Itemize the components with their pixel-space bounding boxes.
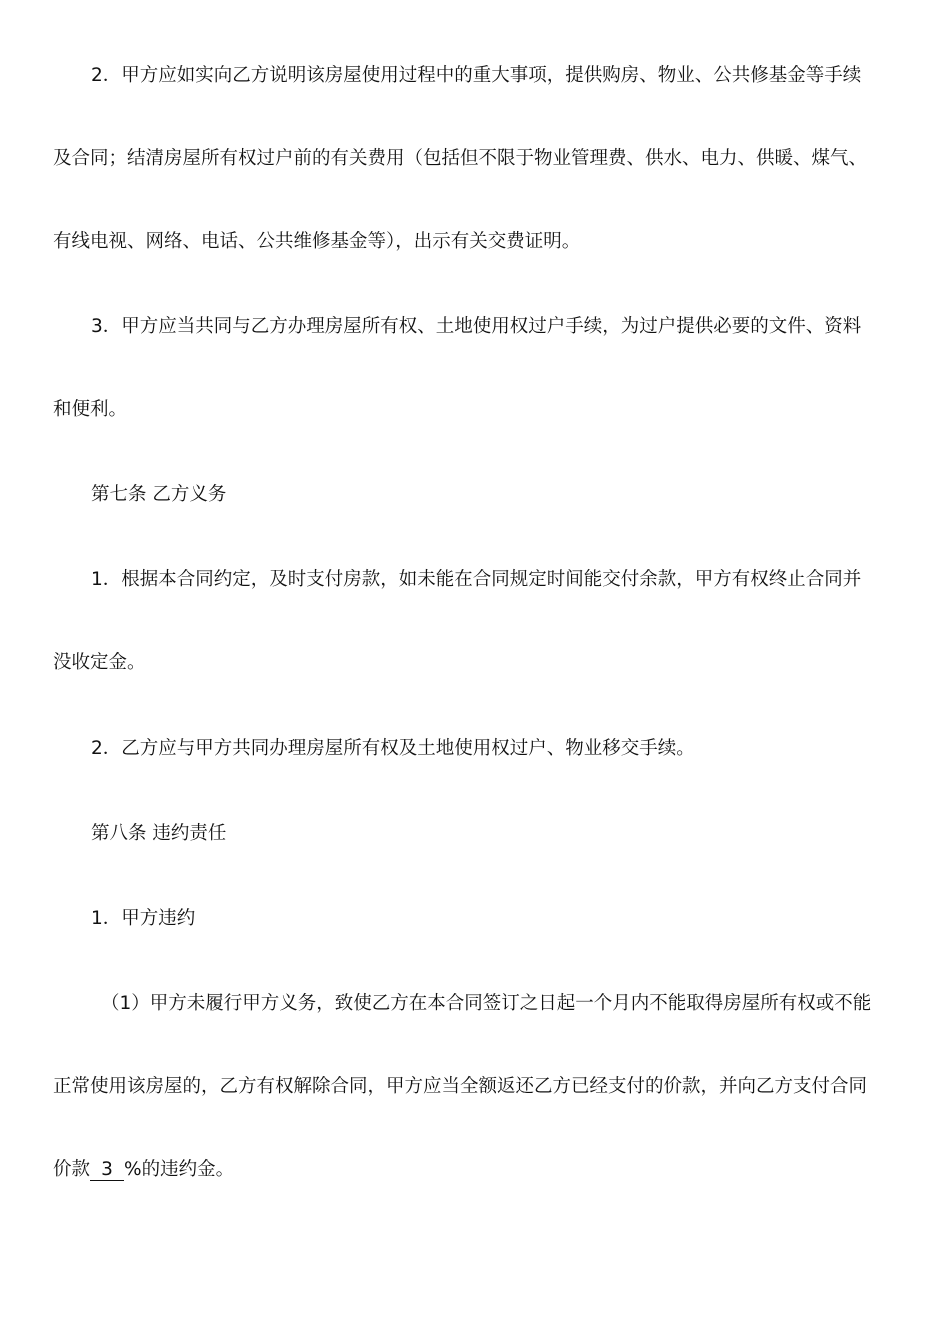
paragraph-line: （1）甲方未履行甲方义务，致使乙方在本合同签订之日起一个月内不能取得房屋所有权或不能 (101, 993, 872, 1014)
paragraph-line: 1．根据本合同约定，及时支付房款，如未能在合同规定时间能交付余款，甲方有权终止合同并 (91, 569, 862, 590)
paragraph-line: 2．乙方应与甲方共同办理房屋所有权及土地使用权过户、物业移交手续。 (91, 738, 695, 759)
penalty-suffix: %的违约金。 (124, 1159, 235, 1180)
paragraph-line: 及合同；结清房屋所有权过户前的有关费用（包括但不限于物业管理费、供水、电力、供暖、煤气、 (53, 148, 868, 169)
penalty-line (53, 1158, 898, 1182)
penalty-rate-blank: 3 (90, 1160, 124, 1181)
paragraph-line: 正常使用该房屋的，乙方有权解除合同，甲方应当全额返还乙方已经支付的价款，并向乙方支付合同 (53, 1076, 868, 1097)
penalty-prefix: 价款 (53, 1159, 91, 1180)
paragraph-line: 1．甲方违约 (91, 908, 196, 929)
section-heading: 第八条 违约责任 (91, 823, 227, 844)
paragraph-line: 3．甲方应当共同与乙方办理房屋所有权、土地使用权过户手续，为过户提供必要的文件、资料 (91, 316, 862, 337)
paragraph-line: 没收定金。 (53, 652, 146, 673)
paragraph-line: 2．甲方应如实向乙方说明该房屋使用过程中的重大事项，提供购房、物业、公共修基金等手续 (91, 65, 862, 86)
paragraph-line: 和便利。 (53, 399, 128, 420)
section-heading: 第七条 乙方义务 (91, 484, 227, 505)
paragraph-line: 有线电视、网络、电话、公共维修基金等），出示有关交费证明。 (53, 231, 581, 252)
